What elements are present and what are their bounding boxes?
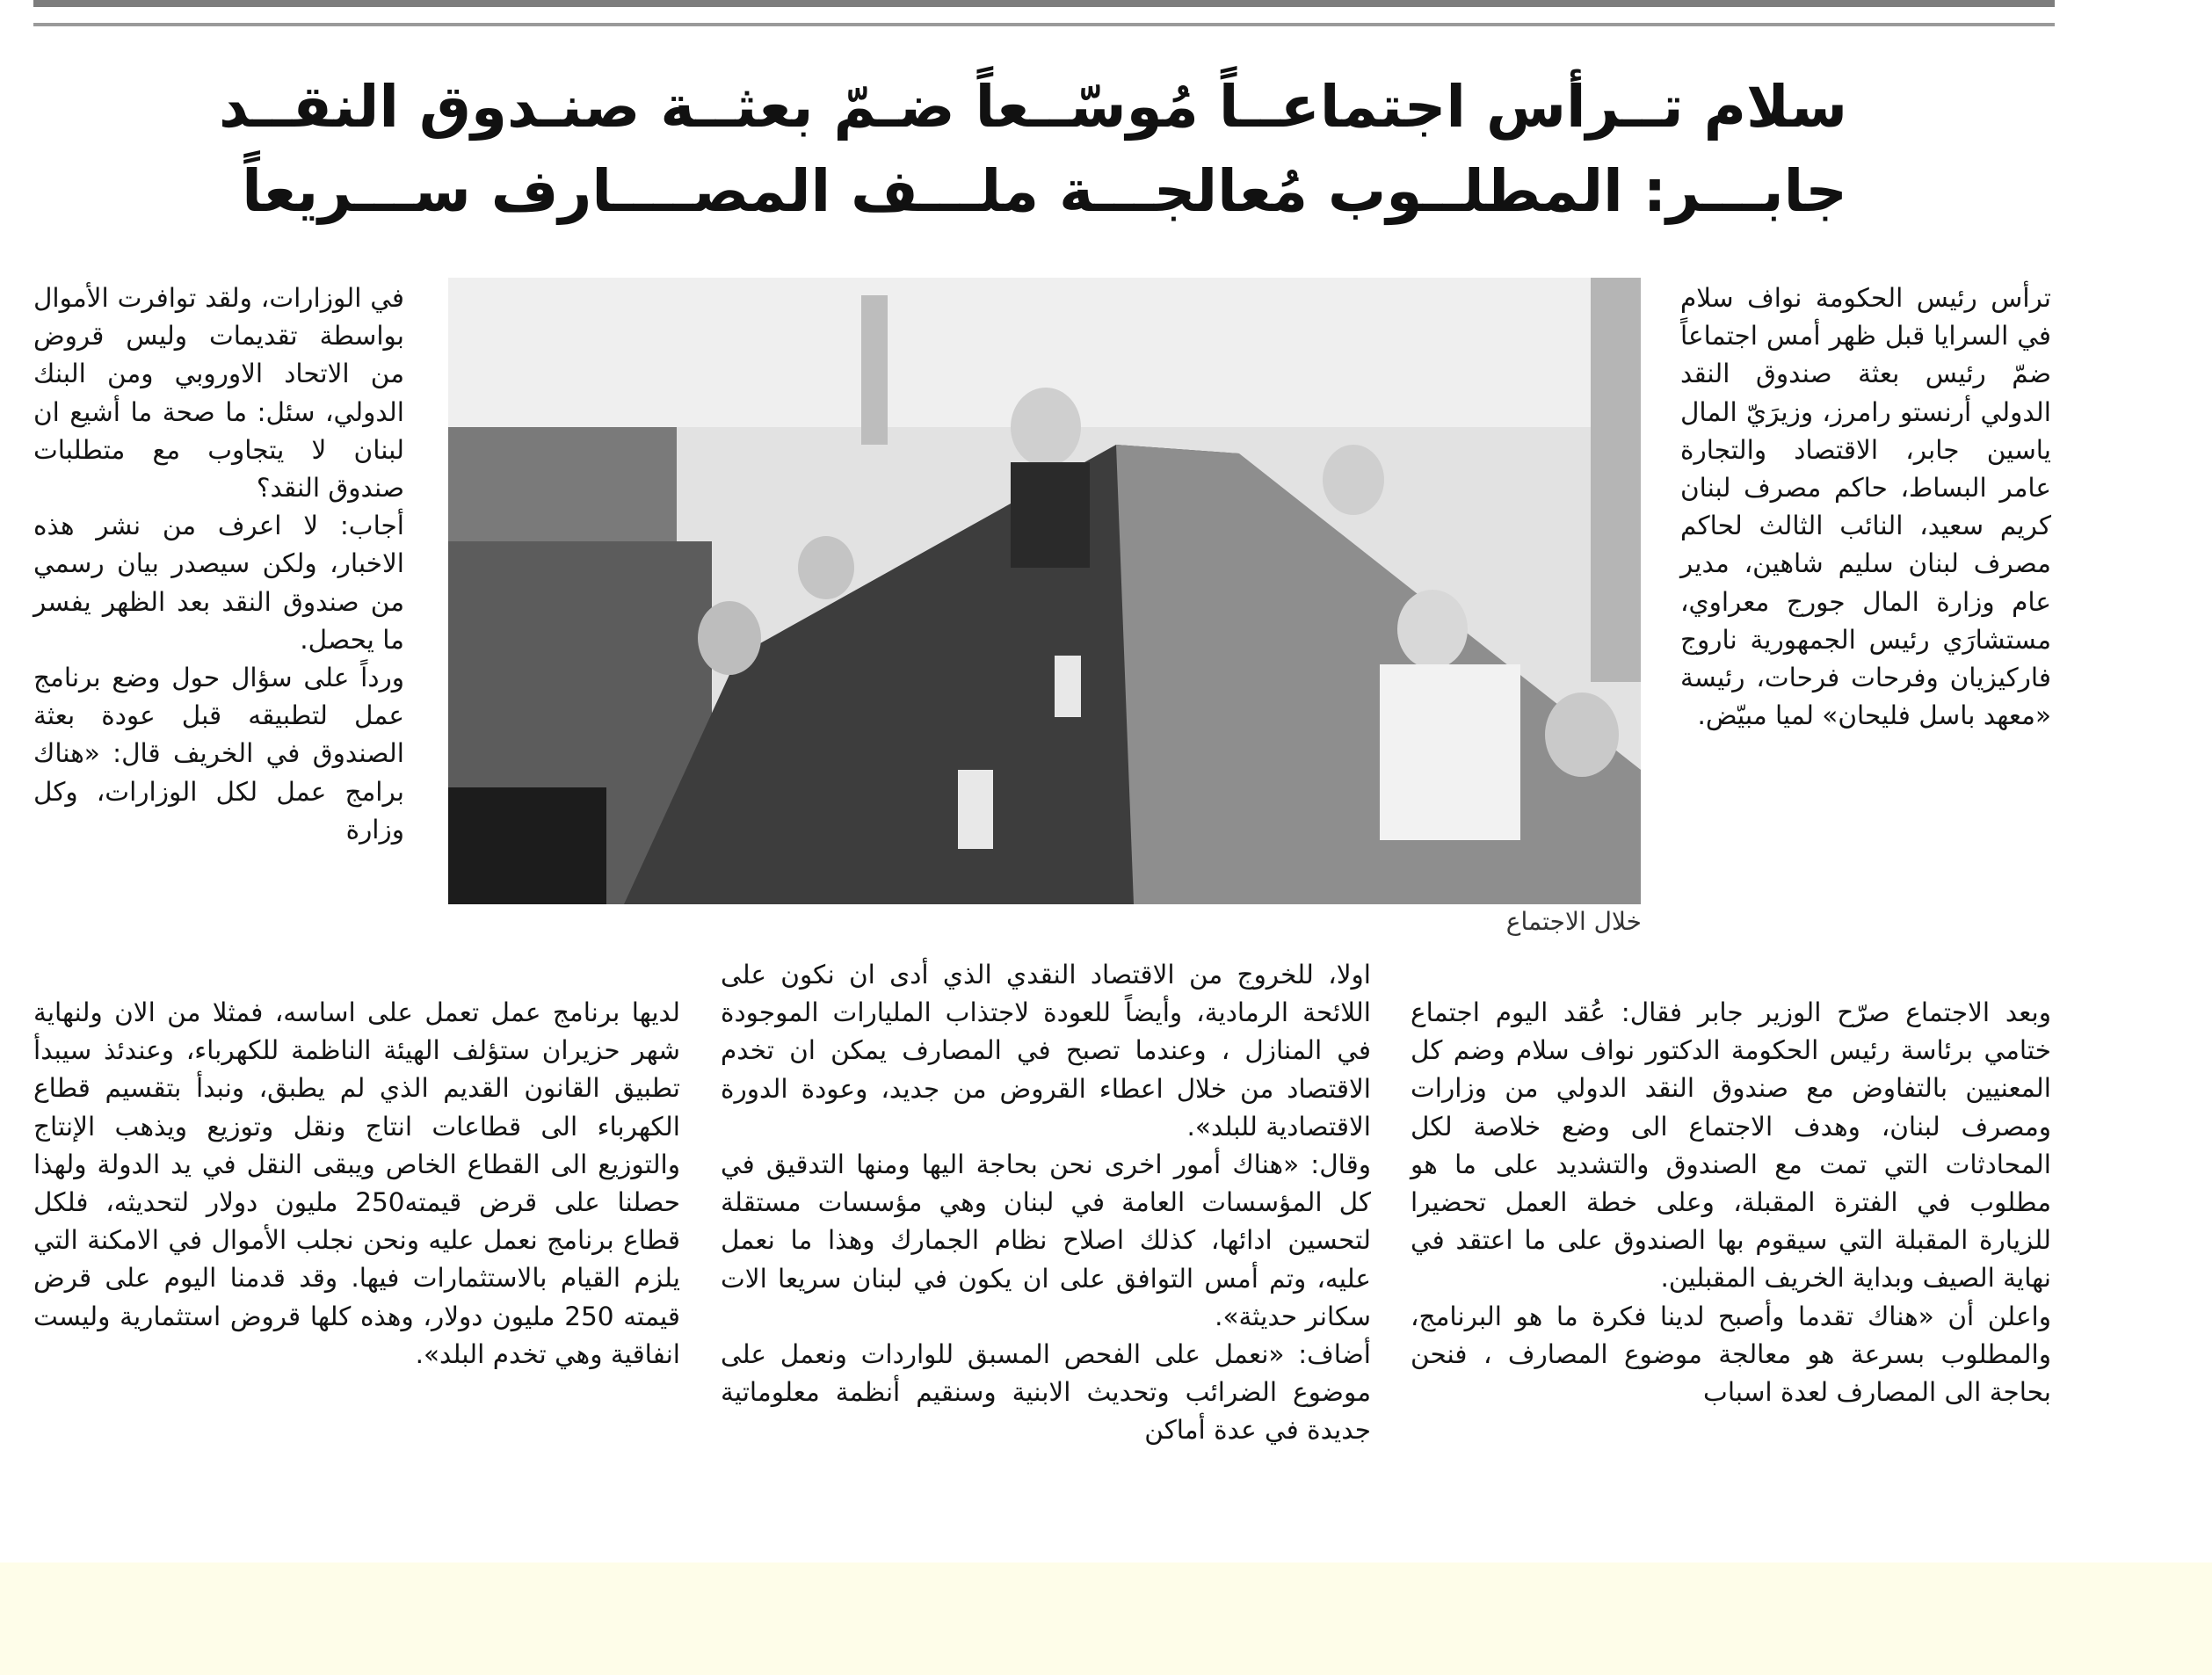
paragraph-statement: وبعد الاجتماع صرّح الوزير جابر فقال: عُقد اليوم اجتماع ختامي برئاسة رئيس الحكومة الدكتور نواف سلام وضم كل المعنيين بالتفاوض مع صندوق النقد الدولي من وزارات ومصرف لبنان، وهدف الاجتماع الى وضع خلاصة لكل المحادثات التي تمت مع الصندوق والتشديد على ما هو مطلوب في الفترة المقبلة، وعلى خطة العمل تحضيرا للزيارة المقبلة التي سيقوم بها الصندوق على ما اعتقد في نهاية الصيف وبداية الخريف المقبلين. واعلن أن «هناك تقدما وأصبح لدينا فكرة ما هو البرنامج، والمطلوب بسرعة هو معالجة موضوع المصارف ، فنحن بحاجة الى المصارف لعدة اسباب (1411, 997, 2051, 1408)
photo-caption: خلال الاجتماع (1505, 907, 1642, 936)
page-footer-band (0, 1563, 2212, 1675)
top-rule-thin (33, 23, 2055, 26)
top-rule (33, 0, 2055, 7)
paragraph-electricity: لديها برنامج عمل تعمل على اساسه، فمثلا من الان ولنهاية شهر حزيران ستؤلف الهيئة الناظمة للكهرباء، وعندئذ سيبدأ تطبيق القانون القديم الذي لم يطبق، ونبدأ بتقسيم قطاع الكهرباء الى قطاعات انتاج ونقل وتوزيع ويذهب الإنتاج والتوزيع الى القطاع الخاص ويبقى النقل في يد الدولة ولهذا حصلنا على قرض قيمته250 مليون دولار لتحديثه، فلكل قطاع برنامج نعمل عليه ونحن نجلب الأموال في الامكنة التي يلزم القيام بالاستثمارات فيها. وقد قدمنا اليوم على قرض قيمته 250 مليون دولار، وهذه كلها قروض استثمارية وليست انفاقية وهي تخدم البلد». (33, 997, 681, 1369)
paragraph-intro: ترأس رئيس الحكومة نواف سلام في السرايا قبل ظهر أمس اجتماعاً ضمّ رئيس بعثة صندوق النقد الدولي أرنستو رامرز، وزيرَيّ المال ياسين جابر، الاقتصاد والتجارة عامر البساط، حاكم مصرف لبنان كريم سعيد، النائب الثالث لحاكم مصرف لبنان سليم شاهين، مدير عام وزارة المال جورج معراوي، مستشارَي رئيس الجمهورية ناروج فاركيزيان وفرحات فرحات، رئيسة «معهد باسل فليحان» لميا مبيّض. (1680, 283, 2051, 731)
column-middle-lower (721, 956, 1371, 1450)
column-right-upper (1680, 279, 2051, 735)
column-left-lower (33, 994, 680, 1374)
headline-line-1: سلام تــرأس اجتماعــاً مُوسّــعاً ضـمّ بعثــة صنـدوق النقــد (218, 73, 1847, 141)
paragraph-qa: في الوزارات، ولقد توافرت الأموال بواسطة تقديمات وليس قروض من الاتحاد الاوروبي ومن البنك الدولي، سئل: ما صحة ما أشيع ان لبنان لا يتجاوب مع متطلبات صندوق النقد؟ أجاب: لا اعرف من نشر هذه الاخبار، ولكن سيصدر بيان رسمي من صندوق النقد بعد الظهر يفسر ما يحصل. ورداً على سؤال حول وضع برنامج عمل لتطبيقه قبل عودة بعثة الصندوق في الخريف قال: «هناك برامج عمل لكل الوزارات، وكل وزارة (33, 283, 404, 845)
paragraph-banks: اولا، للخروج من الاقتصاد النقدي الذي أدى ان نكون على اللائحة الرمادية، وأيضاً للعودة لاجتذاب المليارات الموجودة في المنازل ، وعندما تصبح في المصارف يمكن ان تخدم الاقتصاد من خلال اعطاء القروض من جديد، وعودة الدورة الاقتصادية للبلد». وقال: «هناك أمور اخرى نحن بحاجة اليها ومنها التدقيق في كل المؤسسات العامة في لبنان وهي مؤسسات مستقلة لتحسين ادائها، كذلك اصلاح نظام الجمارك وهذا ما نعمل عليه، وتم أمس التوافق على ان يكون في لبنان سريعا الات سكانر حديثة». أضاف: «نعمل على الفحص المسبق للواردات ونعمل على موضوع الضرائب وتحديث الابنية وسنقيم أنظمة معلوماتية جديدة في عدة أماكن (721, 960, 1371, 1446)
meeting-photo-illustration (448, 278, 1641, 904)
column-right-lower (1411, 994, 2051, 1411)
column-left-upper (33, 279, 404, 849)
headline-line-2: جابـــر: المطلــوب مُعالجـــة ملـــف المصــــارف ســـريعاً (242, 157, 1847, 225)
meeting-photo (448, 278, 1641, 904)
